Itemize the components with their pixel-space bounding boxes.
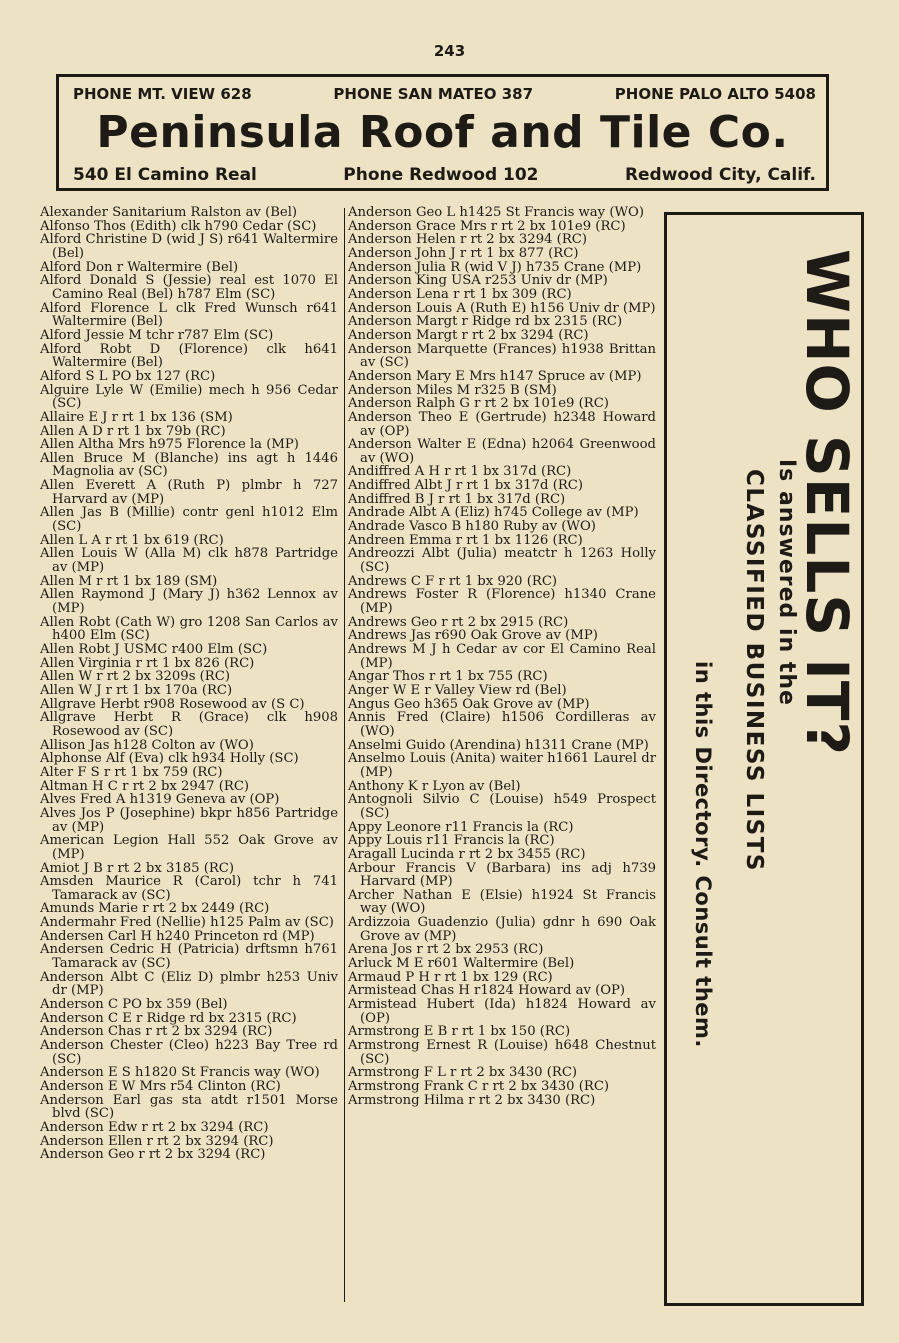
- directory-entry: Anderson Chas r rt 2 bx 3294 (RC): [40, 1024, 273, 1040]
- directory-entry: Allen Robt (Cath W) gro 1208 San Carlos av h400 Elm (SC): [40, 614, 338, 644]
- directory-entry: Amsden Maurice R (Carol) tchr h 741 Tamarack av (SC): [40, 874, 338, 903]
- directory-entry: Anderson Earl gas sta atdt r1501 Morse blvd (SC): [40, 1092, 338, 1122]
- directory-entry: Altman H C r rt 2 bx 2947 (RC): [40, 778, 250, 794]
- directory-entry: Anderson Edw r rt 2 bx 3294 (RC): [40, 1119, 269, 1135]
- directory-entry: Allen W r rt 2 bx 3209s (RC): [40, 669, 230, 685]
- directory-entry: Allen Louis W (Alla M) clk h878 Partridge av (MP): [40, 546, 338, 576]
- directory-entry: Allen Jas B (Millie) contr genl h1012 Elm (SC): [40, 505, 338, 535]
- directory-entry: Anselmo Louis (Anita) waiter h1661 Laurel dr (MP): [348, 751, 656, 780]
- directory-entry: Anderson John J r rt 1 bx 877 (RC): [348, 245, 579, 261]
- directory-entry: Anderson Walter E (Edna) h2064 Greenwood av (WO): [348, 437, 656, 466]
- directory-entry: Anderson Theo E (Gertrude) h2348 Howard av (OP): [348, 409, 656, 439]
- ad-address: 540 El Camino Real: [73, 165, 257, 185]
- directory-entry: Allen Everett A (Ruth P) plmbr h 727 Harvard av (MP): [40, 478, 338, 507]
- directory-entry: Armstrong Frank C r rt 2 bx 3430 (RC): [348, 1079, 610, 1094]
- directory-entry: Armstrong F L r rt 2 bx 3430 (RC): [348, 1065, 578, 1081]
- ad-phone-redwood: Phone Redwood 102: [343, 165, 539, 185]
- directory-entry: Amunds Marie r rt 2 bx 2449 (RC): [40, 901, 270, 917]
- classified-promo-box: [664, 212, 864, 1306]
- directory-entry: Alphonse Alf (Eva) clk h934 Holly (SC): [40, 751, 299, 767]
- directory-entry: Anderson Miles M r325 B (SM): [348, 382, 557, 398]
- directory-entry: Alford Florence L clk Fred Wunsch r641 Waltermire (Bel): [40, 300, 338, 330]
- directory-entry: Anderson E S h1820 St Francis way (WO): [40, 1065, 320, 1081]
- ad-phone-row: [73, 85, 816, 103]
- directory-entry: Anthony K r Lyon av (Bel): [348, 778, 521, 794]
- ad-phone-san-mateo: PHONE SAN MATEO 387: [333, 85, 534, 103]
- directory-entry: Anderson Mary E Mrs h147 Spruce av (MP): [348, 368, 642, 384]
- directory-entry: Andiffred Albt J r rt 1 bx 317d (RC): [348, 478, 583, 494]
- promo-line-classified: CLASSIFIED BUSINESS LISTS: [741, 469, 767, 872]
- directory-entry: Anderson Margt r rt 2 bx 3294 (RC): [348, 327, 589, 343]
- directory-entry: Andiffred A H r rt 1 bx 317d (RC): [348, 464, 572, 480]
- directory-entry: Allgrave Herbt R (Grace) clk h908 Rosewood av (SC): [40, 710, 338, 739]
- directory-entry: Anderson Marquette (Frances) h1938 Brittan av (SC): [348, 341, 656, 371]
- directory-entry: Appy Leonore r11 Francis la (RC): [348, 819, 574, 835]
- directory-entry: Anger W E r Valley View rd (Bel): [348, 682, 567, 698]
- directory-entry: Alfonso Thos (Edith) clk h790 Cedar (SC): [40, 218, 317, 234]
- directory-entry: Andreozzi Albt (Julia) meatctr h 1263 Holly (SC): [348, 546, 656, 576]
- ad-phone-mt-view: PHONE MT. VIEW 628: [73, 85, 252, 103]
- directory-entry: Appy Louis r11 Francis la (RC): [348, 833, 555, 849]
- directory-entry: Arbour Francis V (Barbara) ins adj h739 Harvard (MP): [348, 860, 656, 890]
- directory-entry: Anderson Grace Mrs r rt 2 bx 101e9 (RC): [348, 218, 626, 234]
- directory-entry: Allen A D r rt 1 bx 79b (RC): [40, 423, 226, 439]
- directory-entry: Andersen Carl H h240 Princeton rd (MP): [40, 928, 315, 944]
- directory-entry: Andersen Cedric H (Patricia) drftsmn h761 Tamarack av (SC): [40, 942, 338, 972]
- directory-entry: Anderson King USA r253 Univ dr (MP): [348, 273, 608, 289]
- directory-column-middle: [348, 206, 656, 1107]
- directory-entry: Aragall Lucinda r rt 2 bx 3455 (RC): [348, 846, 586, 862]
- directory-entry: Alguire Lyle W (Emilie) mech h 956 Cedar (SC): [40, 382, 338, 412]
- directory-entry: Allen Bruce M (Blanche) ins agt h 1446 Magnolia av (SC): [40, 450, 338, 480]
- directory-entry: Anderson C PO bx 359 (Bel): [40, 997, 228, 1013]
- directory-entry: Anderson E W Mrs r54 Clinton (RC): [40, 1079, 281, 1094]
- directory-entry: Anderson Ralph G r rt 2 bx 101e9 (RC): [348, 396, 609, 412]
- directory-entry: Alexander Sanitarium Ralston av (Bel): [40, 205, 298, 220]
- page-number: 243: [433, 42, 466, 60]
- directory-entry: Armstrong Hilma r rt 2 bx 3430 (RC): [348, 1092, 596, 1108]
- directory-entry: Andiffred B J r rt 1 bx 317d (RC): [348, 491, 566, 507]
- directory-entry: Allison Jas h128 Colton av (WO): [40, 737, 254, 753]
- directory-entry: Andrade Vasco B h180 Ruby av (WO): [348, 519, 596, 535]
- directory-entry: Anderson Helen r rt 2 bx 3294 (RC): [348, 232, 587, 248]
- directory-entry: Andrews C F r rt 1 bx 920 (RC): [348, 573, 558, 589]
- directory-entry: Andrade Albt A (Eliz) h745 College av (MP): [348, 505, 639, 521]
- directory-entry: Andrews Geo r rt 2 bx 2915 (RC): [348, 614, 569, 630]
- directory-entry: American Legion Hall 552 Oak Grove av (MP): [40, 833, 338, 862]
- directory-entry: Armaud P H r rt 1 bx 129 (RC): [348, 969, 553, 985]
- directory-entry: Amiot J B r rt 2 bx 3185 (RC): [40, 860, 235, 876]
- directory-entry: Angus Geo h365 Oak Grove av (MP): [348, 696, 590, 712]
- directory-entry: Armstrong Ernest R (Louise) h648 Chestnut (SC): [348, 1038, 656, 1067]
- directory-entry: Armistead Chas H r1824 Howard av (OP): [348, 983, 626, 999]
- directory-entry: Anderson Margt r Ridge rd bx 2315 (RC): [348, 314, 623, 330]
- ad-address-row: [73, 165, 816, 185]
- directory-entry: Allen M r rt 1 bx 189 (SM): [40, 573, 218, 589]
- directory-entry: Allen Virginia r rt 1 bx 826 (RC): [40, 655, 255, 671]
- directory-entry: Anderson Geo L h1425 St Francis way (WO): [348, 205, 644, 220]
- directory-entry: Anderson Albt C (Eliz D) plmbr h253 Univ dr (MP): [40, 969, 338, 999]
- directory-entry: Andrews Jas r690 Oak Grove av (MP): [348, 628, 598, 644]
- directory-entry: Armstrong E B r rt 1 bx 150 (RC): [348, 1024, 571, 1040]
- directory-entry: Alford Don r Waltermire (Bel): [40, 259, 239, 275]
- directory-entry: Allen L A r rt 1 bx 619 (RC): [40, 532, 224, 548]
- directory-entry: Annis Fred (Claire) h1506 Cordilleras av (WO): [348, 710, 656, 739]
- directory-entry: Alter F S r rt 1 bx 759 (RC): [40, 764, 223, 780]
- directory-entry: Arena Jos r rt 2 bx 2953 (RC): [348, 942, 544, 958]
- directory-entry: Allen Raymond J (Mary J) h362 Lennox av (MP): [40, 587, 338, 617]
- directory-entry: Anderson Geo r rt 2 bx 3294 (RC): [40, 1147, 266, 1163]
- directory-entry: Allgrave Herbt r908 Rosewood av (S C): [40, 696, 305, 712]
- directory-entry: Andermahr Fred (Nellie) h125 Palm av (SC): [40, 915, 334, 931]
- directory-column-left: [40, 206, 338, 1162]
- column-divider: [344, 208, 345, 1302]
- directory-entry: Alford Christine D (wid J S) r641 Waltermire (Bel): [40, 232, 338, 261]
- directory-entry: Anderson Chester (Cleo) h223 Bay Tree rd (SC): [40, 1038, 338, 1067]
- promo-headline: WHO SELLS IT?: [793, 249, 861, 757]
- directory-entry: Andreen Emma r rt 1 bx 1126 (RC): [348, 532, 583, 548]
- ad-company-name: Peninsula Roof and Tile Co.: [96, 107, 789, 158]
- ad-phone-palo-alto: PHONE PALO ALTO 5408: [614, 85, 816, 103]
- directory-entry: Angar Thos r rt 1 bx 755 (RC): [348, 669, 548, 685]
- directory-entry: Anderson Louis A (Ruth E) h156 Univ dr (MP): [348, 300, 656, 316]
- directory-entry: Allen Robt J USMC r400 Elm (SC): [40, 642, 268, 657]
- directory-entry: Anderson C E r Ridge rd bx 2315 (RC): [40, 1010, 297, 1026]
- directory-entry: Alves Jos P (Josephine) bkpr h856 Partridge av (MP): [40, 805, 338, 835]
- directory-entry: Alford Donald S (Jessie) real est 1070 El Camino Real (Bel) h787 Elm (SC): [40, 273, 338, 302]
- directory-entry: Antognoli Silvio C (Louise) h549 Prospect (SC): [348, 792, 656, 821]
- directory-entry: Allen Altha Mrs h975 Florence la (MP): [40, 437, 299, 453]
- ad-city: Redwood City, Calif.: [624, 165, 816, 185]
- directory-entry: Anderson Lena r rt 1 bx 309 (RC): [348, 286, 572, 302]
- promo-line-answered: Is answered in the: [774, 459, 799, 706]
- advertisement-banner: [56, 74, 829, 191]
- directory-entry: Anderson Ellen r rt 2 bx 3294 (RC): [40, 1133, 274, 1149]
- directory-entry: Alford Jessie M tchr r787 Elm (SC): [40, 327, 274, 343]
- directory-entry: Alves Fred A h1319 Geneva av (OP): [40, 792, 280, 808]
- directory-entry: Alford Robt D (Florence) clk h641 Waltermire (Bel): [40, 341, 338, 371]
- directory-entry: Allaire E J r rt 1 bx 136 (SM): [40, 409, 233, 425]
- directory-entry: Ardizzoia Guadenzio (Julia) gdnr h 690 Oak Grove av (MP): [348, 915, 656, 944]
- directory-entry: Allen W J r rt 1 bx 170a (RC): [40, 682, 233, 698]
- directory-entry: Armistead Hubert (Ida) h1824 Howard av (OP): [348, 997, 656, 1026]
- directory-entry: Andrews M J h Cedar av cor El Camino Real (MP): [348, 642, 656, 671]
- directory-entry: Arluck M E r601 Waltermire (Bel): [348, 956, 575, 972]
- directory-entry: Archer Nathan E (Elsie) h1924 St Francis way (WO): [348, 887, 656, 917]
- classified-promo-text: [667, 221, 861, 1291]
- directory-entry: Andrews Foster R (Florence) h1340 Crane (MP): [348, 587, 656, 617]
- directory-entry: Anderson Julia R (wid V J) h735 Crane (MP): [348, 259, 642, 275]
- directory-entry: Alford S L PO bx 127 (RC): [40, 368, 216, 384]
- directory-entry: Anselmi Guido (Arendina) h1311 Crane (MP): [348, 737, 649, 753]
- promo-line-consult: in this Directory. Consult them.: [691, 661, 715, 1048]
